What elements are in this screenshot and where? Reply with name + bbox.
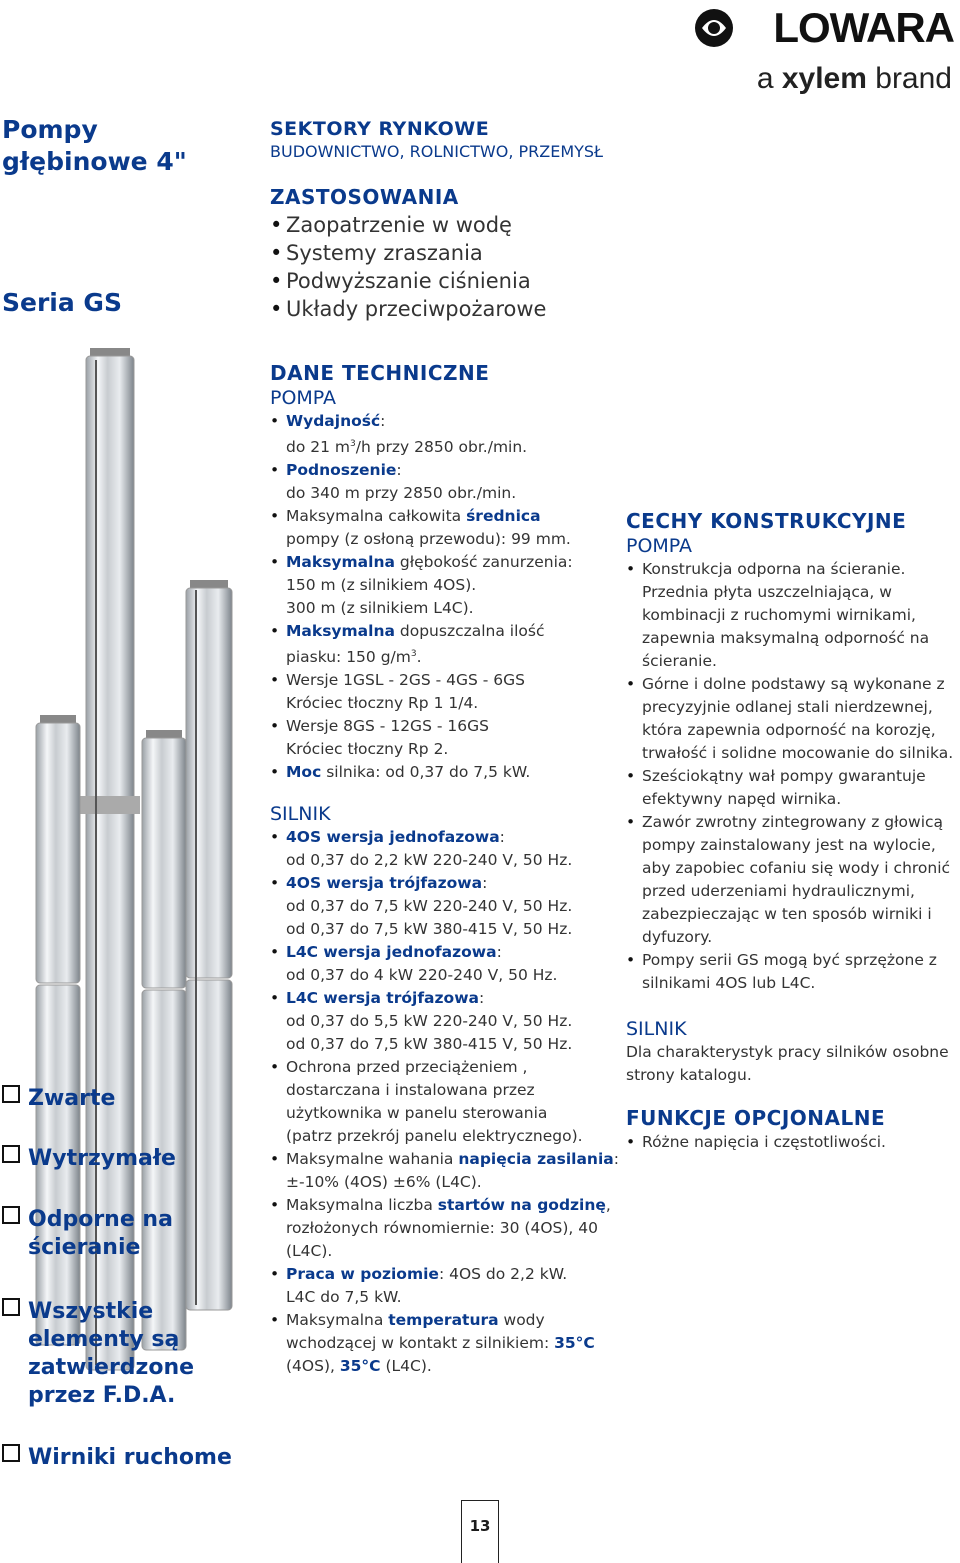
page-number: 13	[461, 1500, 499, 1563]
tech-item: • Moc silnika: od 0,37 do 7,5 kW.	[270, 761, 630, 784]
optional-heading: FUNKCJE OPCJONALNE	[626, 1106, 886, 1130]
applications-block	[270, 185, 690, 323]
feature-item: • Konstrukcja odporna na ścieranie. Przednia płyta uszczelniająca, w kombinacji z ruchomymi wirnikami, zapewnia maksymalną odporność na ścieranie.	[626, 558, 960, 673]
checkbox-icon	[2, 1444, 20, 1462]
tech-item: • Wydajność: do 21 $m^3/h$ przy 2850 obr./min.	[270, 410, 630, 459]
check-item: Zwarte	[2, 1085, 242, 1113]
logo-brand: a xylem brand	[756, 62, 952, 95]
checkbox-icon	[2, 1298, 20, 1316]
tech-heading: DANE TECHNICZNE	[270, 361, 490, 385]
tech-item: • Maksymalna dopuszczalna ilość piasku: 150 $g/m^3$.	[270, 620, 630, 669]
page-title: Pompy głębinowe 4"	[2, 115, 187, 176]
features-heading: CECHY KONSTRUKCYJNE	[626, 509, 907, 533]
feature-item: • Sześciokątny wał pompy gwarantuje efektywny napęd wirnika.	[626, 765, 960, 811]
optional-item: • Różne napięcia i częstotliwości.	[626, 1131, 960, 1154]
tech-item: • L4C wersja trójfazowa: od 0,37 do 5,5 kW 220-240 V, 50 Hz. od 0,37 do 7,5 kW 380-415 V, 50 Hz.	[270, 987, 630, 1056]
application-item: • Zaopatrzenie w wodę	[270, 211, 690, 239]
tech-item: • Maksymalna temperatura wody wchodzącej w kontakt z silnikiem: 35°C (4OS), 35°C (L4C).	[270, 1309, 630, 1378]
check-item: Odporne na ścieranie	[2, 1206, 192, 1262]
tech-item: • Maksymalne wahania napięcia zasilania: ±-10% (4OS) ±6% (L4C).	[270, 1148, 630, 1194]
tech-item: • L4C wersja jednofazowa: od 0,37 do 4 kW 220-240 V, 50 Hz.	[270, 941, 630, 987]
check-item: Wszystkie elementy są zatwierdzone przez F.D.A.	[2, 1298, 212, 1410]
tech-item: • Podnoszenie: do 340 m przy 2850 obr./min.	[270, 459, 630, 505]
application-item: • Podwyższanie ciśnienia	[270, 267, 690, 295]
features-motor-text: Dla charakterystyk pracy silników osobne strony katalogu.	[626, 1043, 949, 1084]
lowara-emblem-icon	[694, 8, 734, 48]
checkbox-icon	[2, 1206, 20, 1224]
feature-item: • Pompy serii GS mogą być sprzężone z silnikami 4OS lub L4C.	[626, 949, 960, 995]
feature-item: • Górne i dolne podstawy są wykonane z precyzyjnie odlanej stali nierdzewnej, która zapewnia odporność na korozję, trwałość i solidne mocowanie do silnika.	[626, 673, 960, 765]
features-pump-heading: POMPA	[626, 535, 693, 557]
tech-motor-list	[270, 826, 630, 1378]
tech-item: • Praca w poziomie: 4OS do 2,2 kW. L4C do 7,5 kW.	[270, 1263, 630, 1309]
checkbox-icon	[2, 1145, 20, 1163]
series-title: Seria GS	[2, 288, 122, 317]
application-item: • Układy przeciwpożarowe	[270, 295, 690, 323]
logo-word: LOWARA	[773, 4, 954, 51]
features-motor-heading: SILNIK	[626, 1018, 687, 1040]
tech-item: • Maksymalna liczba startów na godzinę, rozłożonych równomiernie: 30 (4OS), 40 (L4C).	[270, 1194, 630, 1263]
construction-features	[626, 508, 960, 1154]
technical-data	[270, 360, 630, 1378]
tech-motor-heading: SILNIK	[270, 803, 331, 826]
feature-item: • Zawór zwrotny zintegrowany z głowicą pompy zainstalowany jest na wylocie, aby zapobiec cofaniu się wody i chronić przed uderzeniami hydraulicznymi, zabezpieczając w ten sposób wirniki i dyfuzory.	[626, 811, 960, 949]
sectors-block	[270, 118, 670, 161]
optional-list	[626, 1131, 960, 1154]
tech-item: • 4OS wersja jednofazowa: od 0,37 do 2,2 kW 220-240 V, 50 Hz.	[270, 826, 630, 872]
features-list	[626, 558, 960, 995]
application-item: • Systemy zraszania	[270, 239, 690, 267]
tech-item: • Maksymalna głębokość zanurzenia: 150 m (z silnikiem 4OS). 300 m (z silnikiem L4C).	[270, 551, 630, 620]
tech-pump-heading: POMPA	[270, 387, 337, 409]
check-item: Wytrzymałe	[2, 1145, 242, 1173]
tech-item: • Ochrona przed przeciążeniem , dostarczana i instalowana przez użytkownika w panelu sterowania (patrz przekrój panelu elektrycznego).	[270, 1056, 630, 1148]
applications-heading: ZASTOSOWANIA	[270, 185, 459, 209]
sectors-heading: SEKTORY RYNKOWE	[270, 118, 490, 140]
check-item: Wirniki ruchome	[2, 1444, 262, 1472]
checkbox-icon	[2, 1085, 20, 1103]
tech-item: • Maksymalna całkowita średnica pompy (z osłoną przewodu): 99 mm.	[270, 505, 630, 551]
sectors-list: BUDOWNICTWO, ROLNICTWO, PRZEMYSŁ	[270, 142, 604, 161]
lowara-logo	[694, 4, 954, 96]
tech-item: • Wersje 1GSL - 2GS - 4GS - 6GS Króciec tłoczny Rp 1 1/4.	[270, 669, 630, 715]
tech-item: • 4OS wersja trójfazowa: od 0,37 do 7,5 kW 220-240 V, 50 Hz. od 0,37 do 7,5 kW 380-415 V, 50 Hz.	[270, 872, 630, 941]
tech-pump-list	[270, 410, 630, 784]
tech-item: • Wersje 8GS - 12GS - 16GS Króciec tłoczny Rp 2.	[270, 715, 630, 761]
